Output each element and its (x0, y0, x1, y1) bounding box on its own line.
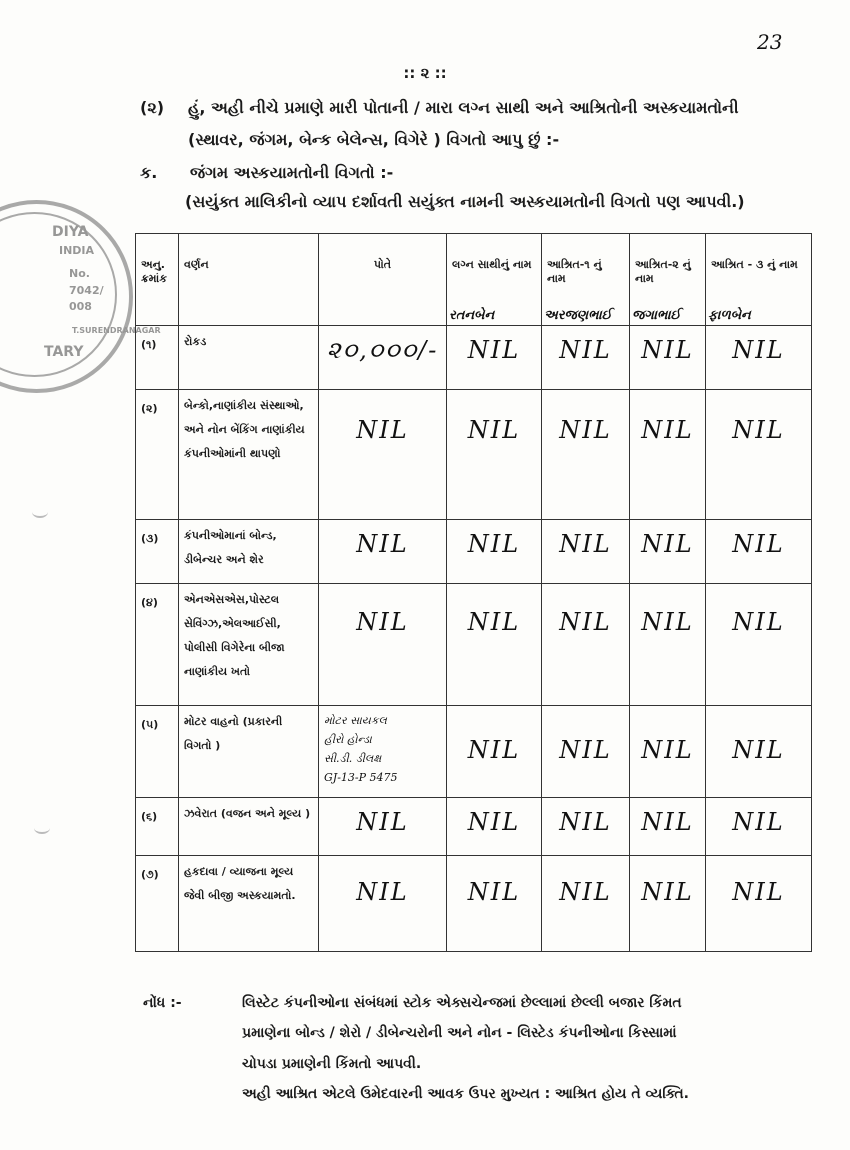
row-spouse: NIL (447, 856, 542, 952)
row-dep1: NIL (542, 326, 630, 390)
row-sr: (૪) (136, 584, 179, 706)
row-self: NIL (319, 390, 447, 520)
row-desc: કંપનીઓમાનાં બોન્ડ, ડીબેન્ચર અને શેર (179, 520, 319, 584)
row-self: ૨૦,૦૦૦/- (319, 326, 447, 390)
header-dep2: આશ્રિત-૨ નું નામ જગાભાઈ (630, 234, 706, 326)
table-row (136, 798, 812, 856)
vehicle-line: હીરો હોન્ડા (324, 733, 372, 746)
row-sr: (૨) (136, 390, 179, 520)
row-self: NIL (319, 856, 447, 952)
stamp-text-6: T.SURENDRANAGAR (72, 326, 161, 335)
row-dep1: NIL (542, 706, 630, 798)
row-sr: (૫) (136, 706, 179, 798)
dep1-name: અરજણભાઈ (544, 308, 612, 323)
row-sr: (૭) (136, 856, 179, 952)
page-number: 23 (757, 30, 783, 54)
row-spouse: NIL (447, 390, 542, 520)
header-sr: અનુ. ક્રમાંક (136, 234, 179, 326)
page-header: :: ૨ :: (403, 64, 447, 82)
table-row (136, 706, 812, 798)
row-dep2: NIL (630, 798, 706, 856)
table-row (136, 326, 812, 390)
table-row (136, 856, 812, 952)
intro-line-2: (સ્થાવર, જંગમ, બેન્ક બેલેન્સ, વિગેરે ) વિગતો આપુ છું :- (188, 130, 560, 149)
punch-mark (34, 822, 50, 834)
header-desc: વર્ણન (179, 234, 319, 326)
header-dep3: આશ્રિત - ૩ નું નામ ફાળબેન (706, 234, 812, 326)
note-line-1: લિસ્ટેટ કંપનીઓના સંબંધમાં સ્ટોક એક્સચેન્જમાં છેલ્લામાં છેલ્લી બજાર કિંમત (242, 995, 682, 1011)
row-dep3: NIL (706, 798, 812, 856)
note-label: નોંધ :- (143, 995, 182, 1011)
dep3-name: ફાળબેન (708, 308, 751, 323)
row-sr: (૩) (136, 520, 179, 584)
row-dep3: NIL (706, 390, 812, 520)
row-dep2: NIL (630, 584, 706, 706)
row-dep2: NIL (630, 520, 706, 584)
note-line-2: પ્રમાણેના બોન્ડ / શેરો / ડીબેન્ચરોની અને નોન - લિસ્ટેડ કંપનીઓના કિસ્સામાં (242, 1025, 677, 1041)
table-row (136, 390, 812, 520)
row-self: NIL (319, 520, 447, 584)
intro-line-1: હું, અહી નીચે પ્રમાણે મારી પોતાની / મારા લગ્ન સાથી અને આશ્રિતોની અસ્કયામતોની (188, 98, 739, 117)
table-row (136, 584, 812, 706)
row-dep3: NIL (706, 520, 812, 584)
row-dep2: NIL (630, 706, 706, 798)
dep2-name: જગાભાઈ (632, 308, 681, 323)
vehicle-line: GJ-13-P 5475 (324, 771, 398, 784)
row-sr: (૬) (136, 798, 179, 856)
row-spouse: NIL (447, 584, 542, 706)
row-desc: એનએસએસ,પોસ્ટલ સેવિંગ્ઝ,એલઆઈસી, પોલીસી વિગેરેના બીજા નાણાંકીય ખતો (179, 584, 319, 706)
row-self: NIL (319, 798, 447, 856)
section-title: જંગમ અસ્કયામતોની વિગતો :- (190, 163, 394, 182)
row-dep2: NIL (630, 326, 706, 390)
row-dep1: NIL (542, 520, 630, 584)
vehicle-line: મોટર સાયકલ (324, 714, 387, 727)
row-dep3: NIL (706, 706, 812, 798)
punch-mark (32, 506, 48, 518)
row-self (319, 706, 447, 798)
row-dep3: NIL (706, 584, 812, 706)
stamp-text-4: 7042/ (69, 284, 104, 297)
spouse-name: રતનબેન (449, 308, 495, 323)
row-self: NIL (319, 584, 447, 706)
row-dep1: NIL (542, 798, 630, 856)
vehicle-line: સી.ડી. ડીલક્ષ (324, 752, 382, 765)
row-dep1: NIL (542, 584, 630, 706)
stamp-text-2: INDIA (59, 244, 95, 257)
note-line-3: ચોપડા પ્રમાણેની કિંમતો આપવી. (242, 1056, 422, 1072)
row-sr: (૧) (136, 326, 179, 390)
table-header-row (136, 234, 812, 326)
stamp-text-7: TARY (44, 344, 84, 360)
section-note: (સયુંક્ત માલિકીનો વ્યાપ દર્શાવતી સયુંક્ત નામની અસ્કયામતોની વિગતો પણ આપવી.) (185, 192, 745, 211)
stamp-text-3: No. (69, 267, 90, 280)
row-desc: બેન્કો,નાણાંકીય સંસ્થાઓ, અને નોન બેંકિંગ નાણાંકીય કંપનીઓમાંની થાપણો (179, 390, 319, 520)
stamp-text-5: 008 (69, 300, 92, 313)
row-spouse: NIL (447, 326, 542, 390)
row-spouse: NIL (447, 520, 542, 584)
row-dep1: NIL (542, 390, 630, 520)
row-spouse: NIL (447, 706, 542, 798)
table-row (136, 520, 812, 584)
row-desc: રોકડ (179, 326, 319, 390)
row-dep1: NIL (542, 856, 630, 952)
row-dep2: NIL (630, 390, 706, 520)
row-dep3: NIL (706, 856, 812, 952)
row-dep2: NIL (630, 856, 706, 952)
stamp-text-1: DIYA (52, 224, 89, 240)
header-self: પોતે (319, 234, 447, 326)
row-desc: મોટર વાહનો (પ્રકારની વિગતો ) (179, 706, 319, 798)
section-label: ક. (140, 163, 158, 182)
assets-table (135, 233, 812, 952)
row-spouse: NIL (447, 798, 542, 856)
row-desc: હકદાવા / વ્યાજના મૂલ્ય જેવી બીજી અસ્કયામતો. (179, 856, 319, 952)
header-spouse: લગ્ન સાથીનું નામ રતનબેન (447, 234, 542, 326)
header-dep1: આશ્રિત-૧ નું નામ અરજણભાઈ (542, 234, 630, 326)
row-desc: ઝવેરાત (વજન અને મૂલ્ય ) (179, 798, 319, 856)
note-line-4: અહી આશ્રિત એટલે ઉમેદવારની આવક ઉપર મુખ્યત : આશ્રિત હોય તે વ્યક્તિ. (242, 1086, 689, 1102)
row-dep3: NIL (706, 326, 812, 390)
intro-number: (૨) (140, 98, 165, 117)
